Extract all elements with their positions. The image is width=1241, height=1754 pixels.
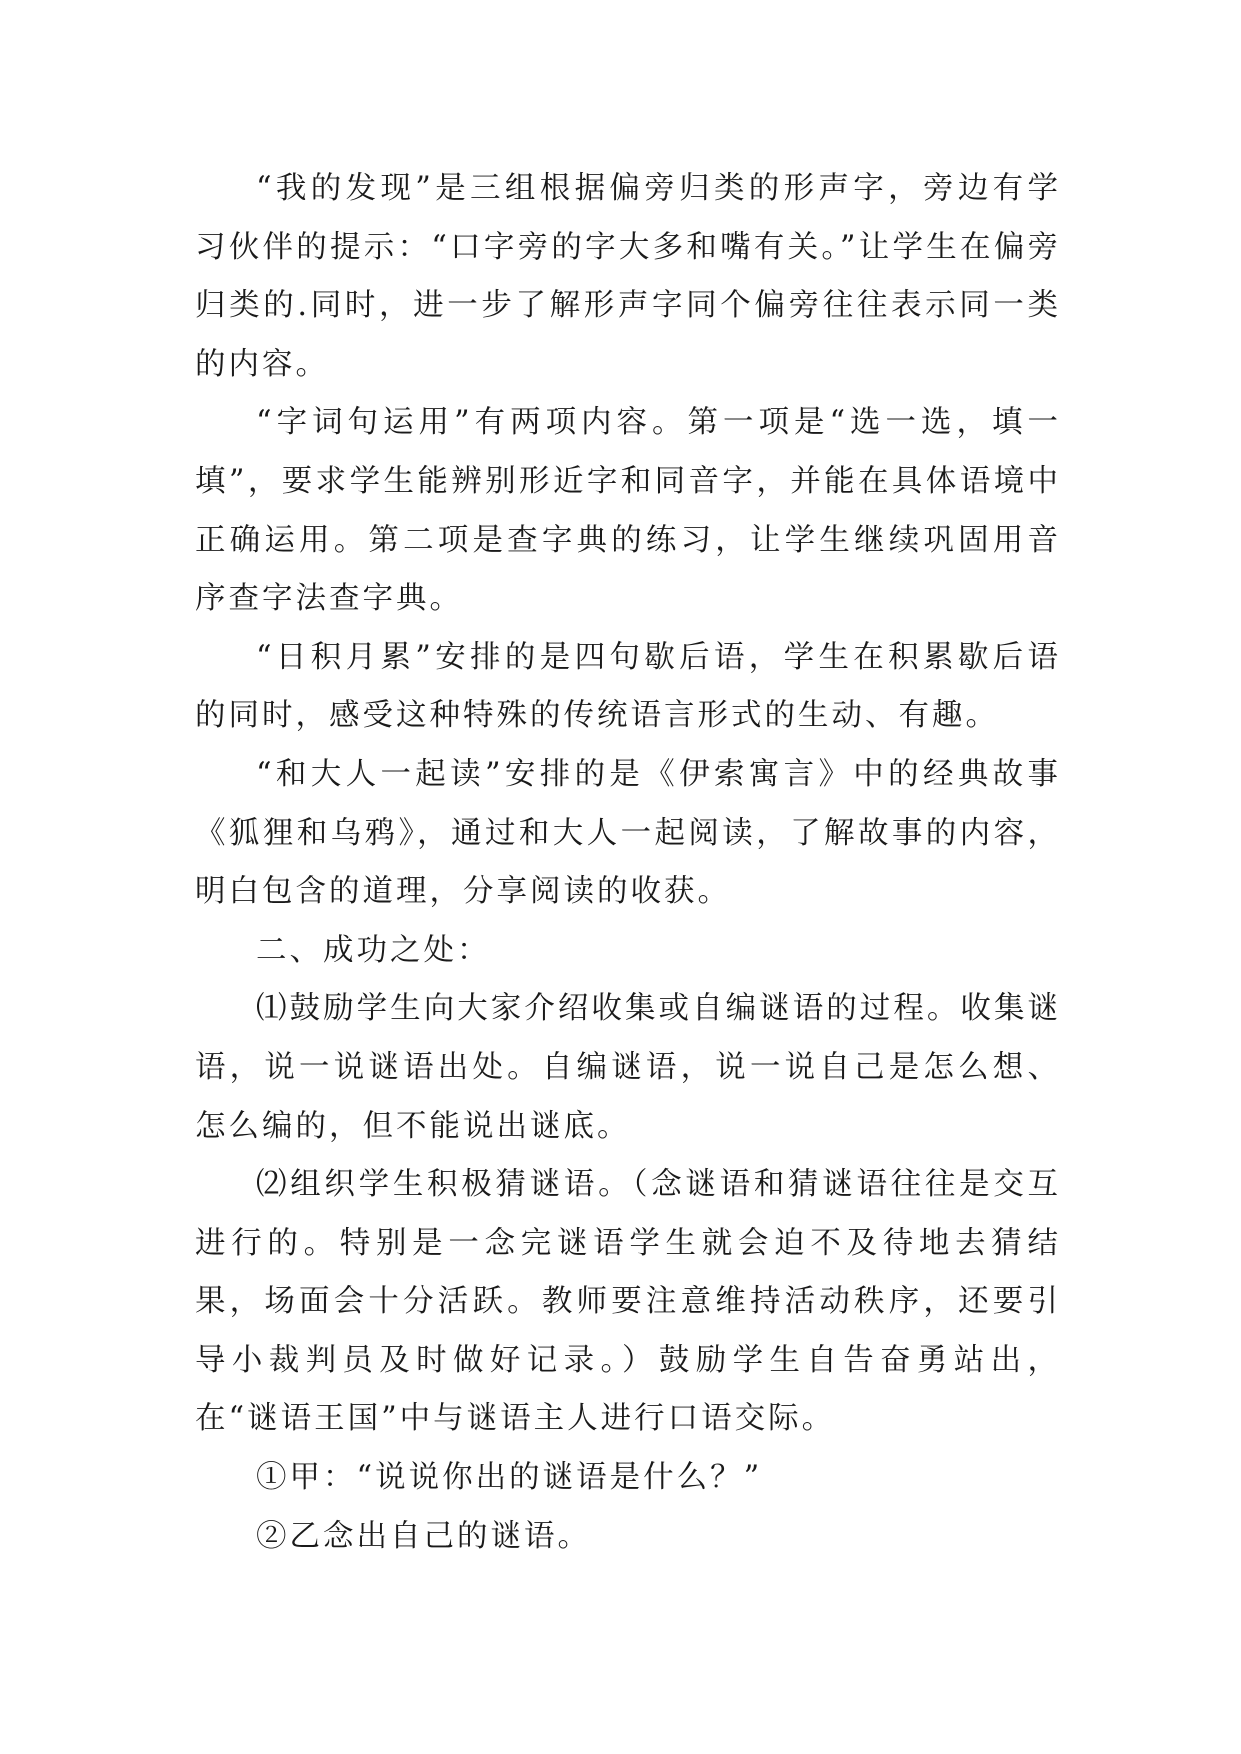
paragraph-daily-accumulation: “日积月累”安排的是四句歇后语，学生在积累歇后语的同时，感受这种特殊的传统语言形式的生动、有趣。 (195, 639, 1061, 734)
paragraph-word-usage: “字词句运用”有两项内容。第一项是“选一选，填一填”，要求学生能辨别形近字和同音字，并能在具体语境中正确运用。第二项是查字典的练习，让学生继续巩固用音序查字法查字典。 (195, 405, 1061, 617)
paragraph-read-with-adults: “和大人一起读”安排的是《伊索寓言》中的经典故事《狐狸和乌鸦》，通过和大人一起阅读，了解故事的内容，明白包含的道理，分享阅读的收获。 (195, 756, 1061, 910)
section-heading-successes: 二、成功之处： (256, 932, 491, 968)
paragraph-item-2: ⑵组织学生积极猜谜语。（念谜语和猜谜语往往是交互进行的。特别是一念完谜语学生就会迫不及待地去猜结果，场面会十分活跃。教师要注意维持活动秩序，还要引导小裁判员及时做好记录。）鼓励学生自告奋勇站出，在“谜语王国”中与谜语主人进行口语交际。 (195, 1167, 1061, 1437)
paragraph-my-discovery: “我的发现”是三组根据偏旁归类的形声字，旁边有学习伙伴的提示：“口字旁的字大多和嘴有关。”让学生在偏旁归类的.同时，进一步了解形声字同个偏旁往往表示同一类的内容。 (195, 171, 1061, 382)
paragraph-item-1: ⑴鼓励学生向大家介绍收集或自编谜语的过程。收集谜语，说一说谜语出处。自编谜语，说一说自己是怎么想、怎么编的，但不能说出谜底。 (195, 991, 1061, 1144)
paragraph-step-1: ①甲：“说说你出的谜语是什么？” (256, 1460, 763, 1496)
paragraph-step-2: ②乙念出自己的谜语。 (256, 1518, 591, 1554)
document-body (195, 160, 1061, 1566)
